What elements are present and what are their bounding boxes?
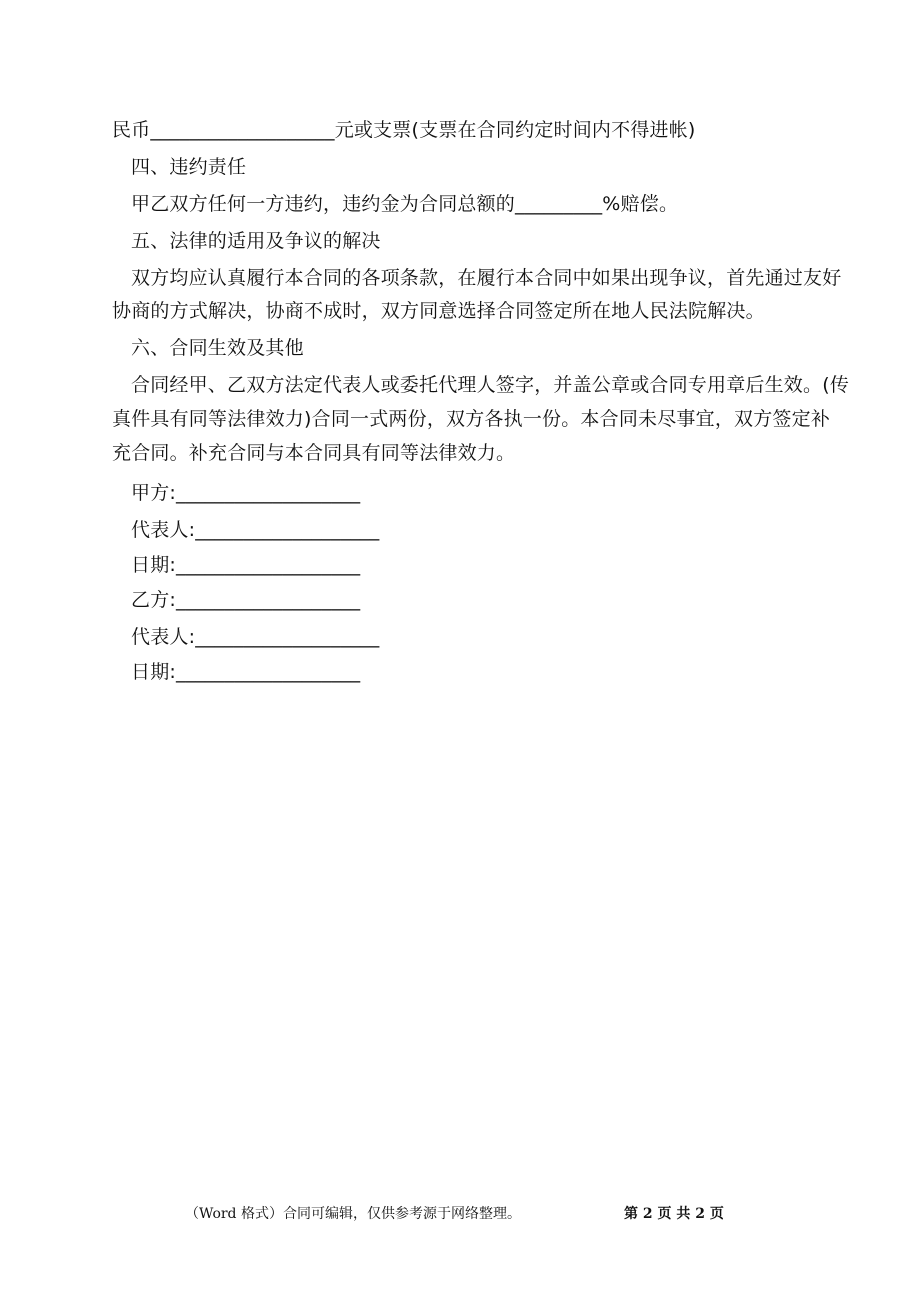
signature-representative-a: 代表人:___________________ <box>131 519 380 541</box>
payment-line: 民币___________________元或支票(支票在合同约定时间内不得进帐) <box>112 119 696 141</box>
signature-party-b: 乙方:___________________ <box>131 589 361 611</box>
signature-date-b: 日期:___________________ <box>131 661 361 683</box>
signature-party-a: 甲方:___________________ <box>131 482 361 504</box>
breach-clause: 甲乙双方任何一方违约，违约金为合同总额的_________%赔偿。 <box>131 193 679 215</box>
effect-clause-line-1: 合同经甲、乙双方法定代表人或委托代理人签字，并盖公章或合同专用章后生效。(传 <box>131 374 850 396</box>
dispute-clause-line-1: 双方均应认真履行本合同的各项条款，在履行本合同中如果出现争议，首先通过友好 <box>131 267 842 289</box>
section-heading-dispute: 五、法律的适用及争议的解决 <box>131 230 381 252</box>
dispute-clause-line-2: 协商的方式解决，协商不成时，双方同意选择合同签定所在地人民法院解决。 <box>112 300 765 322</box>
section-heading-effect: 六、合同生效及其他 <box>131 337 304 359</box>
section-heading-breach: 四、违约责任 <box>131 156 247 178</box>
signature-date-a: 日期:___________________ <box>131 554 361 576</box>
effect-clause-line-2: 真件具有同等法律效力)合同一式两份，双方各执一份。本合同未尽事宜，双方签定补 <box>112 408 831 430</box>
footer-note: （Word 格式）合同可编辑，仅供参考源于网络整理。 <box>185 1206 521 1222</box>
page-number: 第 2 页 共 2 页 <box>624 1206 724 1222</box>
effect-clause-line-3: 充合同。补充合同与本合同具有同等法律效力。 <box>112 442 516 464</box>
signature-representative-b: 代表人:___________________ <box>131 626 380 648</box>
